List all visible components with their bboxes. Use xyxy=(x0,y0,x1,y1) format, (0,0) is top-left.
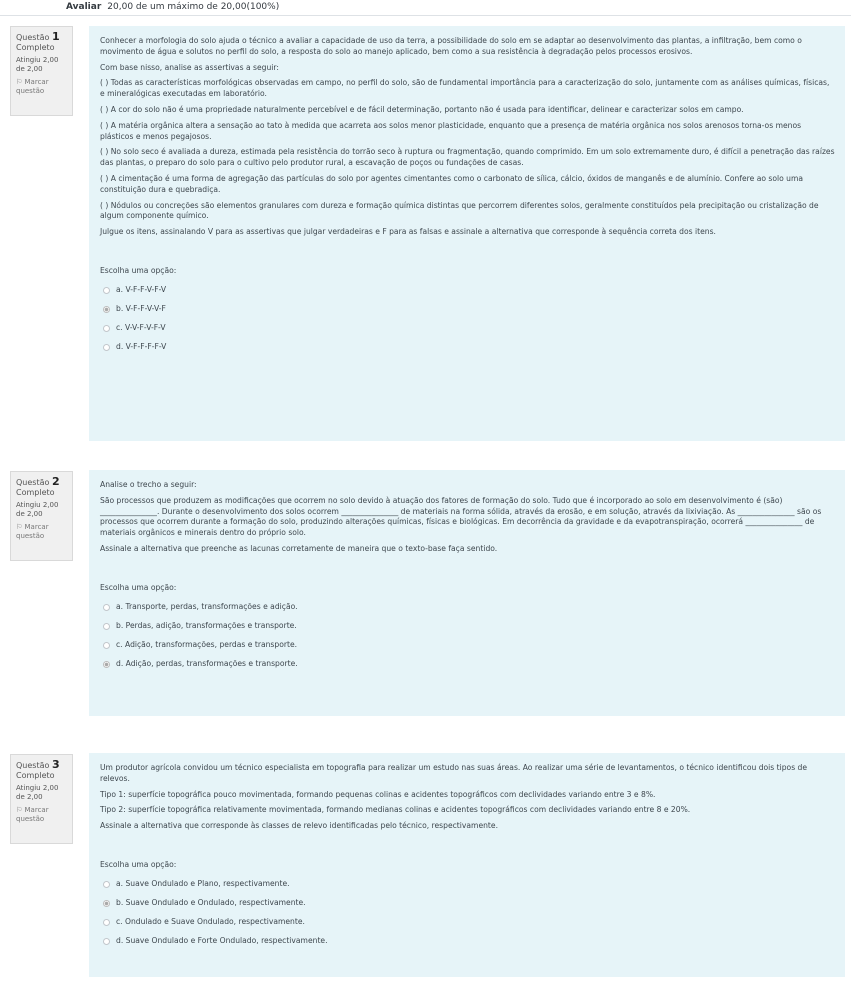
question-info-3 xyxy=(10,754,73,844)
flag-icon: ⚐ xyxy=(16,806,23,814)
question-text: Analise o trecho a seguir: xyxy=(100,480,197,489)
radio-button[interactable] xyxy=(103,623,110,630)
assertion: ( ) A cimentação é uma forma de agregação das partículas do solo por agentes cimentantes como o carbonato de sílica, cálcio, óxidos de manganês e de alumínio. Confere ao solo uma constituição dura e quebradiça. xyxy=(100,173,804,194)
question-content-1 xyxy=(89,26,845,441)
radio-button[interactable] xyxy=(103,919,110,926)
grade-value: 20,00 de um máximo de 20,00(100%) xyxy=(107,2,280,12)
question-info-1 xyxy=(10,26,73,116)
answer-option-d[interactable]: d. V-F-F-F-F-V xyxy=(100,338,835,357)
answer-option-b[interactable]: b. Perdas, adição, transformações e transporte. xyxy=(100,617,835,636)
answer-option-a[interactable]: a. V-F-F-V-F-V xyxy=(100,281,835,300)
answer-option-c[interactable]: c. Adição, transformações, perdas e transporte. xyxy=(100,636,835,655)
question-state: Completo xyxy=(16,771,55,780)
assertion: ( ) Nódulos ou concreções são elementos granulares com dureza e formação química distintas que percorrem diferentes solos, geralmente constituídos pela precipitação ou cristalização de algum componente químico. xyxy=(100,200,819,221)
assertion: ( ) No solo seco é avaliada a dureza, estimada pela resistência do torrão seco à ruptura ou fragmentação, quando comprimido. Em um solo extremamente duro, é difícil a penetração das raízes das plantas, o preparo do solo para o cultivo pelo produtor rural, a escavação de poços ou fundações de casas. xyxy=(100,147,835,168)
radio-button[interactable] xyxy=(103,287,110,294)
radio-button-selected[interactable] xyxy=(103,661,110,668)
radio-button[interactable] xyxy=(103,604,110,611)
grade-label: Avaliar xyxy=(66,2,102,12)
question-text: São processos que produzem as modificações que ocorrem no solo devido à atuação dos fatores de formação do solo. Tudo que é incorporado ao solo em desenvolvimento é (são) _______________. Durante o desenvolvimento dos solos ocorrem _______________ de materiais na forma sólida, através da erosão, e em solução, através da lixiviação. As _______________ são os processos que ocorrem durante a formação do solo, produzindo alterações químicas, físicas e biológicas. Em decorrência da gravidade e da evapotranspiração, ocorrerá _______________ de materiais orgânicos e minerais dentro do próprio solo. xyxy=(100,495,822,538)
radio-button-selected[interactable] xyxy=(103,900,110,907)
answer-prompt: Escolha uma opção: xyxy=(100,859,177,869)
flag-question-link[interactable]: ⚐ Marcar questão xyxy=(16,806,49,823)
answer-prompt: Escolha uma opção: xyxy=(100,582,177,592)
question-info-2 xyxy=(10,471,73,561)
radio-button[interactable] xyxy=(103,881,110,888)
answer-option-b[interactable]: b. V-F-F-V-V-F xyxy=(100,300,835,319)
question-number: Questão 3 xyxy=(16,758,60,771)
radio-button[interactable] xyxy=(103,325,110,332)
question-text: Tipo 1: superfície topográfica pouco movimentada, formando pequenas colinas e acidentes topográficos com declividades variando entre 3 e 8%. xyxy=(100,789,656,799)
question-text: Conhecer a morfologia do solo ajuda o técnico a avaliar a capacidade de uso da terra, a possibilidade do solo em se adaptar ao desenvolvimento das plantas, a infiltração, bem como o movimento de água e solutos no perfil do solo, a resposta do solo ao manejo aplicado, bem como a sua resistência à degradação pelos processos erosivos. xyxy=(100,36,802,56)
question-text: Com base nisso, analise as assertivas a seguir: xyxy=(100,62,279,72)
radio-button[interactable] xyxy=(103,642,110,649)
question-grade: Atingiu 2,00 de 2,00 xyxy=(16,784,59,801)
answer-option-d[interactable]: d. Suave Ondulado e Forte Ondulado, respectivamente. xyxy=(100,932,835,951)
question-content-3 xyxy=(89,753,845,977)
radio-button[interactable] xyxy=(103,344,110,351)
question-instruction: Assinale a alternativa que preenche as lacunas corretamente de maneira que o texto-base faça sentido. xyxy=(100,543,498,553)
question-instruction: Julgue os itens, assinalando V para as assertivas que julgar verdadeiras e F para as falsas e assinale a alternativa que corresponde à sequência correta dos itens. xyxy=(100,227,716,237)
flag-icon: ⚐ xyxy=(16,78,23,86)
question-number: Questão 2 xyxy=(16,475,60,488)
question-grade: Atingiu 2,00 de 2,00 xyxy=(16,501,59,518)
question-text: Tipo 2: superfície topográfica relativamente movimentada, formando medianas colinas e acidentes topográficos com declividades variando entre 8 e 20%. xyxy=(100,805,691,815)
answer-option-c[interactable]: c. V-V-F-V-F-V xyxy=(100,319,835,338)
radio-button[interactable] xyxy=(103,938,110,945)
answer-option-c[interactable]: c. Ondulado e Suave Ondulado, respectivamente. xyxy=(100,913,835,932)
radio-button-selected[interactable] xyxy=(103,306,110,313)
question-number: Questão 1 xyxy=(16,30,60,43)
flag-question-link[interactable]: ⚐ Marcar questão xyxy=(16,523,49,540)
answer-option-b[interactable]: b. Suave Ondulado e Ondulado, respectivamente. xyxy=(100,894,835,913)
question-state: Completo xyxy=(16,488,55,497)
question-grade: Atingiu 2,00 de 2,00 xyxy=(16,56,59,73)
question-state: Completo xyxy=(16,43,55,52)
question-content-2 xyxy=(89,470,845,716)
assertion: ( ) A cor do solo não é uma propriedade naturalmente percebível e de fácil determinação, portanto não é usada para identificar, delinear e caracterizar solos em campo. xyxy=(100,104,744,114)
answer-option-a[interactable]: a. Transporte, perdas, transformações e adição. xyxy=(100,598,835,617)
answer-option-a[interactable]: a. Suave Ondulado e Plano, respectivamente. xyxy=(100,875,835,894)
question-instruction: Assinale a alternativa que corresponde às classes de relevo identificadas pelo técnico, respectivamente. xyxy=(100,821,498,831)
flag-icon: ⚐ xyxy=(16,523,23,531)
flag-question-link[interactable]: ⚐ Marcar questão xyxy=(16,78,49,95)
question-text: Um produtor agrícola convidou um técnico especialista em topografia para realizar um estudo nas suas áreas. Ao realizar uma série de levantamentos, o técnico identificou dois tipos de relevos. xyxy=(100,763,808,783)
answer-option-d[interactable]: d. Adição, perdas, transformações e transporte. xyxy=(100,655,835,674)
assertion: ( ) A matéria orgânica altera a sensação ao tato à medida que acarreta aos solos menor plasticidade, enquanto que a presença de matéria orgânica nos solos arenosos torna-os menos plásticos e menos pegajosos. xyxy=(100,120,802,141)
divider xyxy=(0,15,851,16)
assertion: ( ) Todas as características morfológicas observadas em campo, no perfil do solo, são de fundamental importância para a caracterização do solo, juntamente com as análises químicas, físicas, e mineralógicas executadas em laboratório. xyxy=(100,78,830,99)
grade-summary xyxy=(66,0,279,16)
answer-prompt: Escolha uma opção: xyxy=(100,265,177,275)
